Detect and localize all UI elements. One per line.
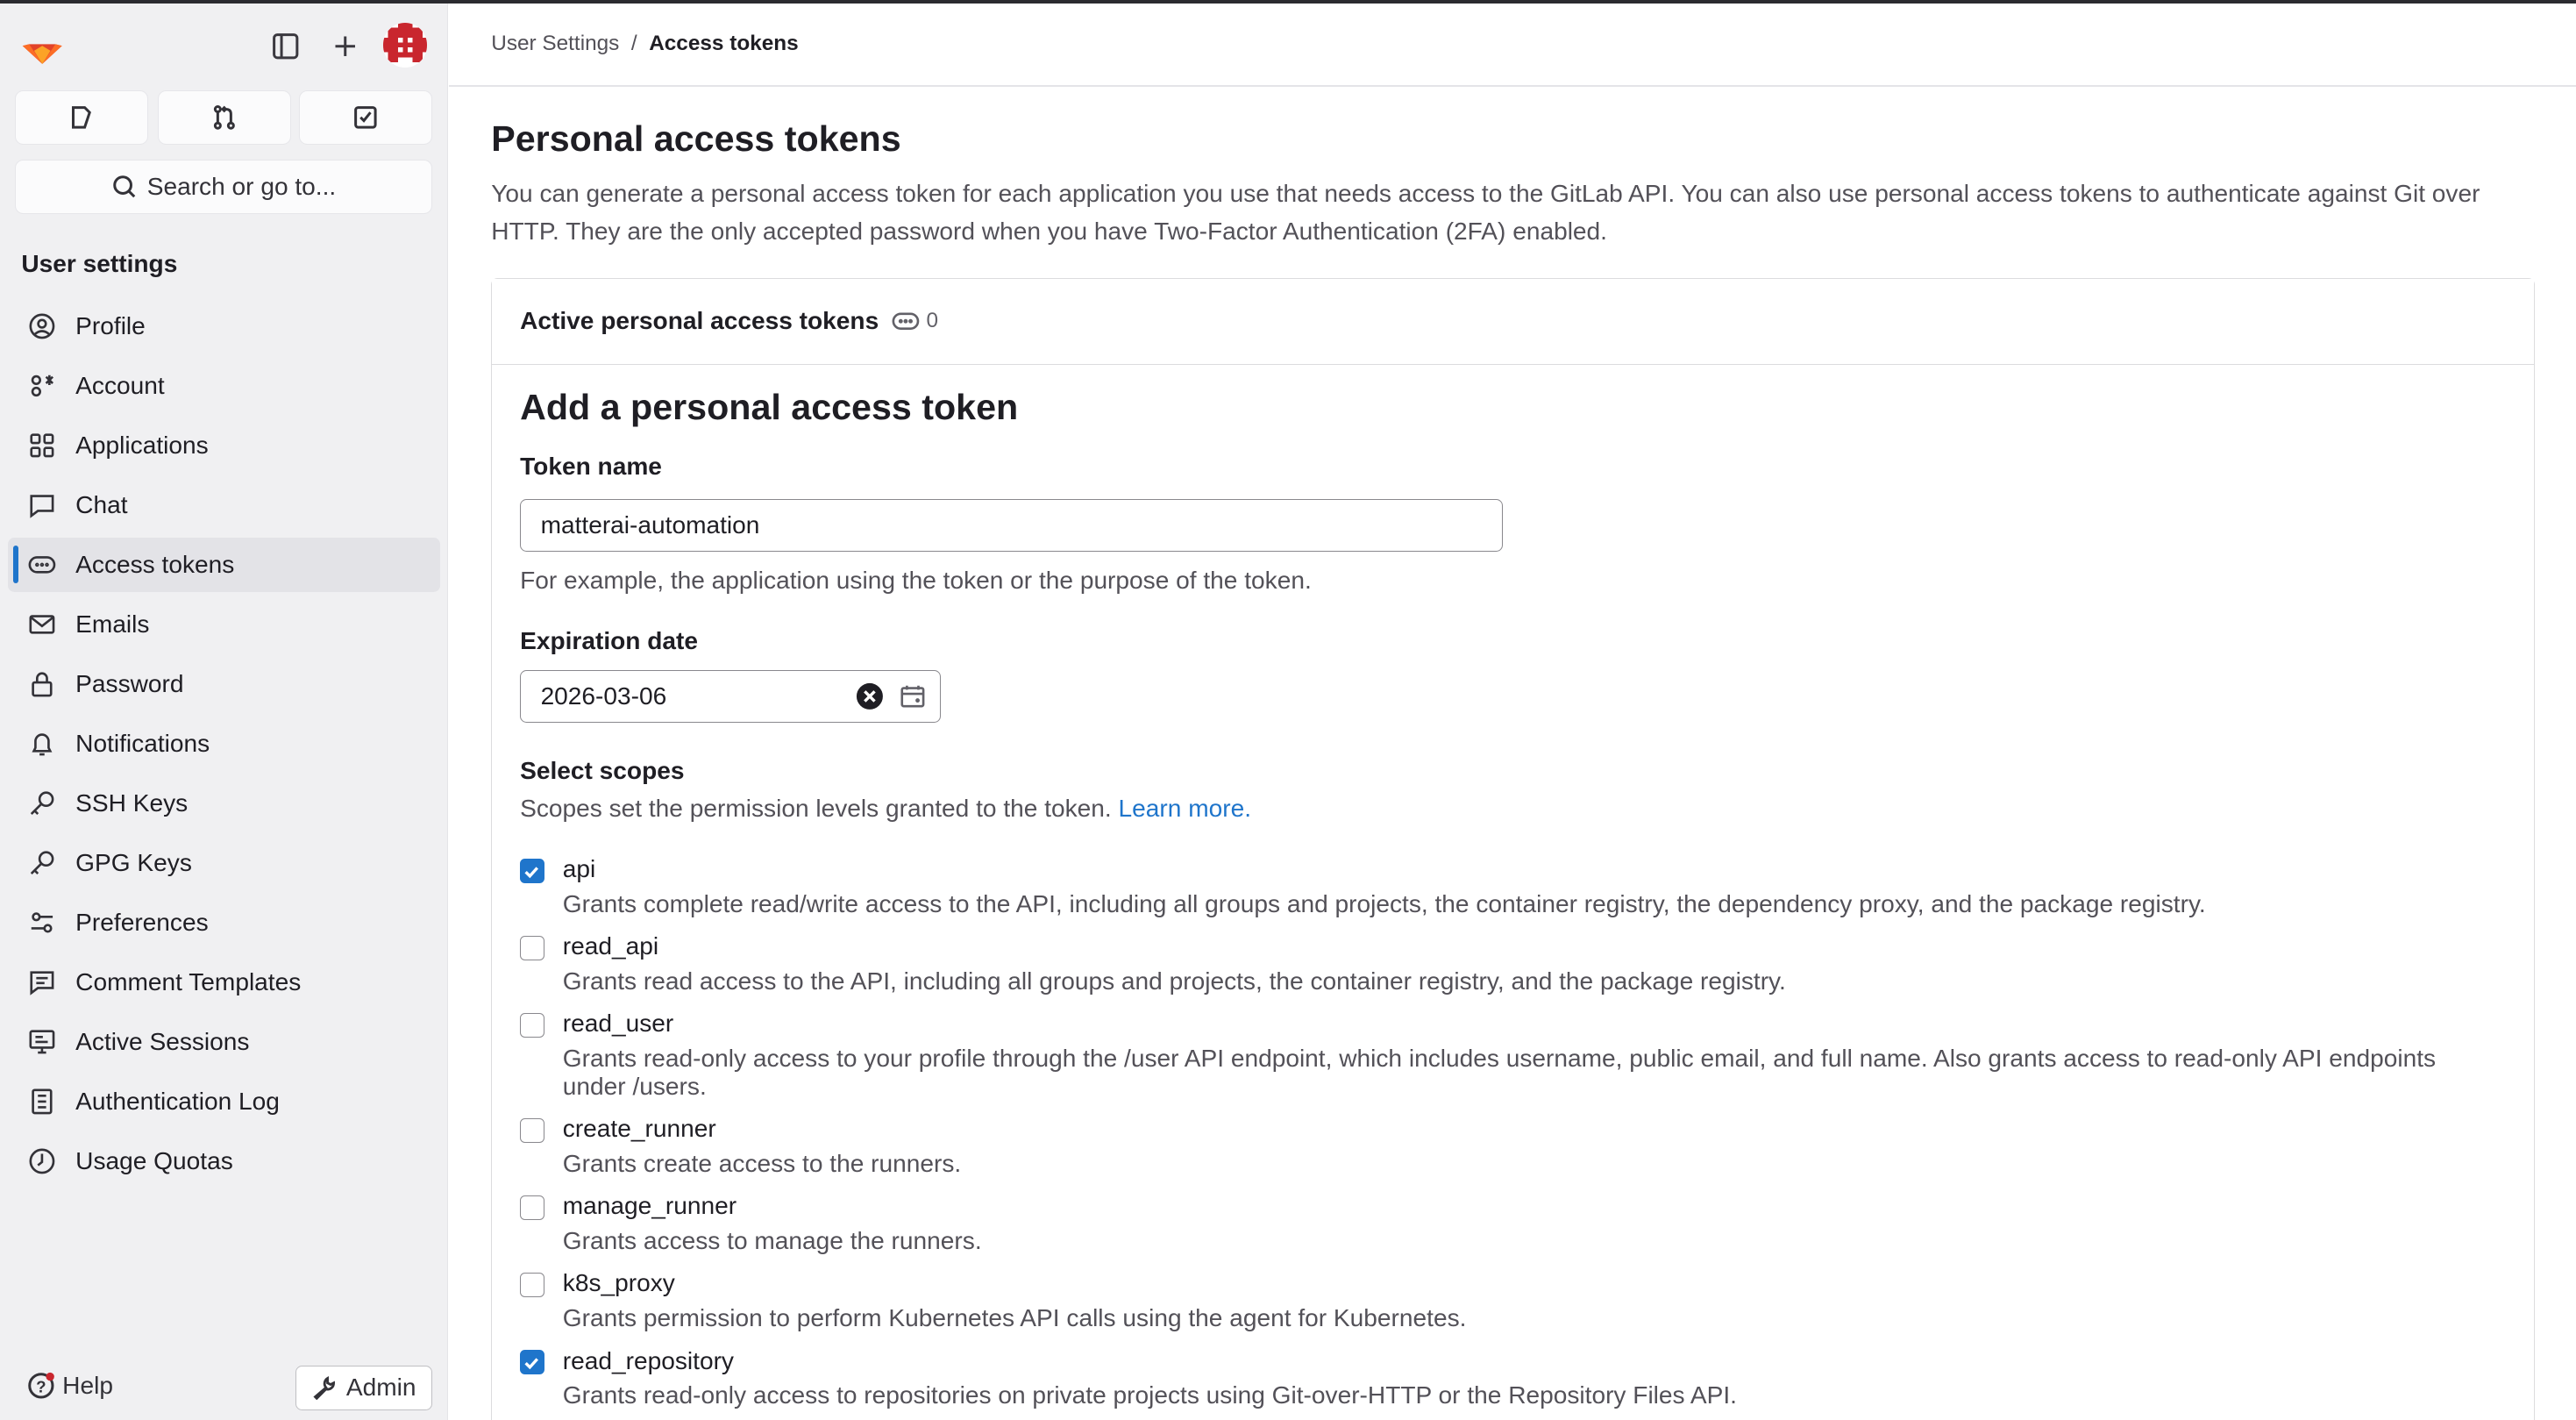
help-button[interactable] — [26, 1371, 113, 1401]
sidebar-item-label: Profile — [75, 311, 146, 339]
token-name-label: Token name — [520, 453, 662, 481]
form-title: Add a personal access token — [520, 387, 1019, 428]
scope-description: Grants read-only access to your profile through the /user API endpoint, which includes username, public email, and full name. Also grants access to read-only API endpoints under /users. — [562, 1044, 2437, 1100]
calendar-icon[interactable] — [899, 682, 927, 710]
breadcrumb-separator: / — [630, 31, 637, 55]
sidebar-section-title: User settings — [21, 249, 178, 277]
sidebar-toggle-icon[interactable] — [269, 30, 302, 62]
token-card — [491, 278, 2535, 1420]
svg-text:?: ? — [36, 1376, 46, 1395]
expiration-value: 2026-03-06 — [540, 681, 667, 710]
sidebar-item-label: Chat — [75, 490, 128, 518]
merge-requests-button[interactable] — [158, 90, 291, 145]
scope-checkbox[interactable] — [520, 1273, 544, 1297]
scope-description: Grants read access to the API, including all groups and projects, the container registry, and the package registry. — [562, 967, 1786, 995]
wrench-icon — [312, 1375, 337, 1400]
token-name-help: For example, the application using the token or the purpose of the token. — [520, 566, 1312, 594]
sidebar-item-label: Applications — [75, 431, 209, 459]
admin-button[interactable] — [295, 1366, 432, 1410]
sidebar-item-label: Comment Templates — [75, 967, 302, 995]
sidebar-item-active-sessions[interactable] — [8, 1015, 440, 1069]
sidebar — [0, 4, 448, 1420]
sidebar-item-preferences[interactable] — [8, 896, 440, 950]
scope-name[interactable]: k8s_proxy — [562, 1269, 675, 1297]
sidebar-item-applications[interactable] — [8, 418, 440, 473]
active-tokens-count — [892, 309, 938, 333]
scope-name[interactable]: read_api — [562, 932, 659, 960]
sidebar-item-authentication-log[interactable] — [8, 1074, 440, 1129]
scope-name[interactable]: api — [562, 855, 596, 883]
issues-button[interactable] — [15, 90, 148, 145]
monitor-icon — [28, 1028, 56, 1056]
plus-icon[interactable] — [329, 30, 361, 62]
help-label: Help — [62, 1371, 113, 1399]
sidebar-nav — [8, 299, 440, 1194]
learn-more-link[interactable]: Learn more. — [1118, 794, 1252, 822]
lock-icon — [28, 670, 56, 698]
merge-request-icon — [210, 103, 239, 132]
admin-label: Admin — [345, 1374, 416, 1402]
gitlab-logo-icon[interactable] — [19, 23, 65, 68]
issues-icon — [67, 103, 96, 132]
help-icon — [26, 1371, 56, 1401]
scope-name[interactable]: manage_runner — [562, 1192, 737, 1220]
sidebar-item-label: SSH Keys — [75, 788, 189, 817]
scope-checkbox[interactable] — [520, 1350, 544, 1374]
sidebar-item-account[interactable] — [8, 359, 440, 413]
count-value: 0 — [926, 309, 939, 333]
avatar[interactable] — [383, 23, 428, 68]
sidebar-item-comment-templates[interactable] — [8, 955, 440, 1010]
search-button[interactable] — [15, 160, 432, 214]
expiration-date-input[interactable] — [520, 670, 941, 723]
page-title: Personal access tokens — [491, 118, 901, 159]
scope-checkbox[interactable] — [520, 1013, 544, 1038]
quota-icon — [28, 1147, 56, 1175]
mail-icon — [28, 610, 56, 639]
sidebar-item-access-tokens[interactable] — [8, 538, 440, 592]
applications-icon — [28, 432, 56, 460]
token-name-value: matterai-automation — [540, 510, 760, 539]
sidebar-item-usage-quotas[interactable] — [8, 1134, 440, 1188]
search-icon — [111, 174, 138, 200]
sidebar-item-notifications[interactable] — [8, 717, 440, 771]
sidebar-item-profile[interactable] — [8, 299, 440, 353]
sidebar-item-label: Access tokens — [75, 550, 235, 578]
breadcrumb — [491, 32, 798, 56]
breadcrumb-current: Access tokens — [649, 31, 799, 55]
header-divider — [449, 85, 2576, 87]
bell-icon — [28, 730, 56, 758]
sidebar-item-chat[interactable] — [8, 478, 440, 532]
sidebar-item-label: Notifications — [75, 729, 210, 757]
log-icon — [28, 1088, 56, 1116]
breadcrumb-parent[interactable]: User Settings — [491, 31, 620, 55]
sidebar-item-label: Emails — [75, 610, 150, 638]
sidebar-item-password[interactable] — [8, 657, 440, 711]
page-intro: You can generate a personal access token for each application you use that needs access to the GitLab API. You can also use personal access tokens to authenticate against Git over HTTP. They are the only accepted password when you have Two-Factor Authentication (2FA) enabled. — [491, 180, 2480, 245]
token-icon — [28, 551, 56, 579]
chat-icon — [28, 491, 56, 519]
scope-name[interactable]: create_runner — [562, 1115, 716, 1143]
comment-icon — [28, 968, 56, 996]
key-icon — [28, 849, 56, 877]
scope-description: Grants read-only access to repositories on private projects using Git-over-HTTP or the Repository Files API. — [562, 1381, 1737, 1409]
scope-checkbox[interactable] — [520, 859, 544, 883]
key-icon — [28, 789, 56, 817]
scope-description: Grants permission to perform Kubernetes API calls using the agent for Kubernetes. — [562, 1303, 1467, 1331]
scopes-label: Select scopes — [520, 756, 685, 784]
preferences-icon — [28, 909, 56, 937]
active-tokens-header — [492, 279, 2534, 365]
scope-name[interactable]: read_repository — [562, 1346, 734, 1374]
active-tokens-title: Active personal access tokens — [520, 307, 879, 335]
scope-name[interactable]: read_user — [562, 1010, 674, 1038]
profile-icon — [28, 312, 56, 340]
token-icon — [892, 311, 920, 331]
scope-description: Grants access to manage the runners. — [562, 1226, 982, 1254]
sidebar-item-ssh-keys[interactable] — [8, 776, 440, 831]
scope-checkbox[interactable] — [520, 936, 544, 960]
check-icon — [521, 861, 542, 882]
token-name-input[interactable] — [520, 499, 1502, 552]
account-icon — [28, 372, 56, 400]
sidebar-item-label: Authentication Log — [75, 1087, 280, 1115]
todos-button[interactable] — [299, 90, 432, 145]
scopes-help — [520, 795, 1251, 823]
scopes-help-text: Scopes set the permission levels granted to the token. — [520, 794, 1112, 822]
scope-checkbox[interactable] — [520, 1195, 544, 1220]
sidebar-item-label: Usage Quotas — [75, 1146, 233, 1174]
expiration-label: Expiration date — [520, 626, 699, 654]
sidebar-item-label: Password — [75, 669, 184, 697]
sidebar-item-label: Active Sessions — [75, 1027, 250, 1055]
check-icon — [521, 1352, 542, 1374]
scope-description: Grants create access to the runners. — [562, 1149, 962, 1177]
sidebar-item-label: Account — [75, 371, 165, 399]
sidebar-item-emails[interactable] — [8, 597, 440, 652]
sidebar-item-gpg-keys[interactable] — [8, 836, 440, 890]
sidebar-item-label: Preferences — [75, 908, 209, 936]
scope-checkbox[interactable] — [520, 1118, 544, 1143]
todo-icon — [351, 103, 381, 132]
clear-icon[interactable] — [856, 682, 884, 710]
scope-description: Grants complete read/write access to the API, including all groups and projects, the container registry, the dependency proxy, and the package registry. — [562, 889, 2206, 917]
search-label: Search or go to... — [146, 172, 337, 200]
sidebar-item-label: GPG Keys — [75, 848, 192, 876]
